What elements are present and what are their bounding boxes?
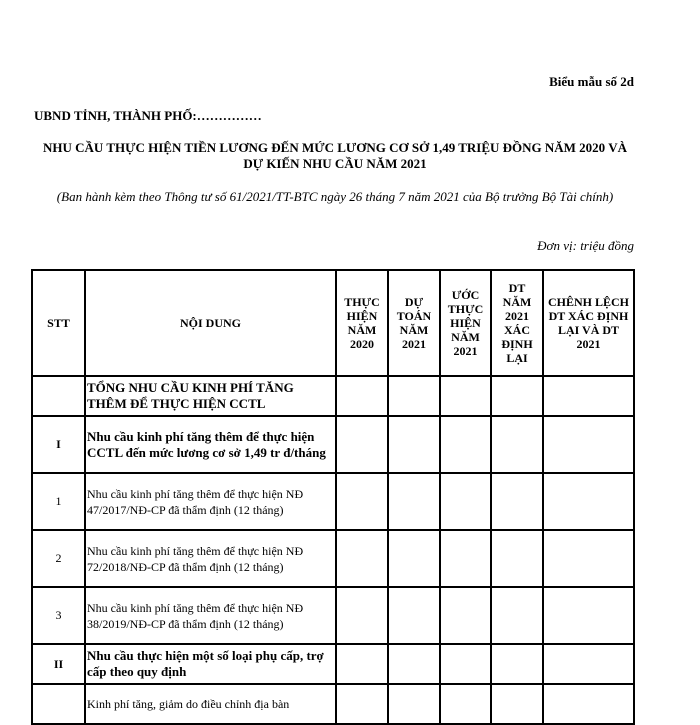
row-stt: 2 [32, 530, 85, 587]
row-content: Nhu cầu kinh phí tăng thêm để thực hiện NĐ 72/2018/NĐ-CP đã thẩm định (12 tháng) [85, 530, 336, 587]
row-value-cell [491, 587, 543, 644]
table-row [32, 473, 634, 530]
document-title: NHU CẦU THỰC HIỆN TIỀN LƯƠNG ĐẾN MỨC LƯƠNG CƠ SỞ 1,49 TRIỆU ĐỒNG NĂM 2020 VÀ DỰ KIẾN NHU CẦU NĂM 2021 [43, 140, 627, 171]
row-value-cell [388, 684, 440, 724]
row-content: Nhu cầu kinh phí tăng thêm để thực hiện CCTL đến mức lương cơ sở 1,49 tr đ/tháng [85, 416, 336, 473]
row-value-cell [388, 473, 440, 530]
row-stt: I [32, 416, 85, 473]
row-value-cell [440, 416, 491, 473]
table-row [32, 684, 634, 724]
row-value-cell [491, 416, 543, 473]
row-value-cell [491, 376, 543, 416]
row-value-cell [440, 473, 491, 530]
row-value-cell [543, 376, 634, 416]
row-content: Nhu cầu kinh phí tăng thêm để thực hiện NĐ 47/2017/NĐ-CP đã thẩm định (12 tháng) [85, 473, 336, 530]
header-content: NỘI DUNG [85, 270, 336, 376]
unit-label: Đơn vị: triệu đồng [537, 238, 634, 253]
table-row [32, 530, 634, 587]
row-value-cell [440, 644, 491, 684]
row-content: Kinh phí tăng, giảm do điều chỉnh địa bàn [85, 684, 336, 724]
row-value-cell [491, 644, 543, 684]
table-row [32, 587, 634, 644]
table-row [32, 376, 634, 416]
row-value-cell [336, 684, 388, 724]
row-stt [32, 376, 85, 416]
row-value-cell [543, 587, 634, 644]
row-value-cell [543, 416, 634, 473]
row-stt: 1 [32, 473, 85, 530]
header-redetermined-2021: DT NĂM 2021 XÁC ĐỊNH LẠI [491, 270, 543, 376]
row-value-cell [336, 587, 388, 644]
row-value-cell [336, 530, 388, 587]
row-value-cell [440, 684, 491, 724]
row-value-cell [336, 416, 388, 473]
row-value-cell [388, 644, 440, 684]
table-header-row [32, 270, 634, 376]
row-value-cell [440, 530, 491, 587]
row-value-cell [543, 473, 634, 530]
row-value-cell [440, 376, 491, 416]
document-subtitle: (Ban hành kèm theo Thông tư số 61/2021/TT-BTC ngày 26 tháng 7 năm 2021 của Bộ trưởng Bộ Tài chính) [56, 189, 614, 204]
row-value-cell [388, 376, 440, 416]
header-stt: STT [32, 270, 85, 376]
row-value-cell [336, 473, 388, 530]
header-expected-2021: ƯỚC THỰC HIỆN NĂM 2021 [440, 270, 491, 376]
row-value-cell [491, 530, 543, 587]
row-value-cell [388, 587, 440, 644]
row-stt [32, 684, 85, 724]
row-value-cell [491, 684, 543, 724]
row-value-cell [543, 530, 634, 587]
row-value-cell [388, 530, 440, 587]
row-stt: II [32, 644, 85, 684]
row-value-cell [543, 684, 634, 724]
form-number: Biểu mẫu số 2d [549, 74, 634, 89]
row-value-cell [388, 416, 440, 473]
header-actual-2020: THỰC HIỆN NĂM 2020 [336, 270, 388, 376]
row-content: TỔNG NHU CẦU KINH PHÍ TĂNG THÊM ĐỂ THỰC HIỆN CCTL [85, 376, 336, 416]
row-stt: 3 [32, 587, 85, 644]
agency-label: UBND TỈNH, THÀNH PHỐ:…………… [34, 108, 262, 123]
table-row [32, 416, 634, 473]
header-difference: CHÊNH LỆCH DT XÁC ĐỊNH LẠI VÀ DT 2021 [543, 270, 634, 376]
header-estimate-2021: DỰ TOÁN NĂM 2021 [388, 270, 440, 376]
row-value-cell [336, 644, 388, 684]
row-value-cell [440, 587, 491, 644]
table-row [32, 644, 634, 684]
budget-table [31, 269, 635, 725]
row-value-cell [336, 376, 388, 416]
row-value-cell [491, 473, 543, 530]
row-content: Nhu cầu kinh phí tăng thêm để thực hiện NĐ 38/2019/NĐ-CP đã thẩm định (12 tháng) [85, 587, 336, 644]
row-content: Nhu cầu thực hiện một số loại phụ cấp, trợ cấp theo quy định [85, 644, 336, 684]
row-value-cell [543, 644, 634, 684]
